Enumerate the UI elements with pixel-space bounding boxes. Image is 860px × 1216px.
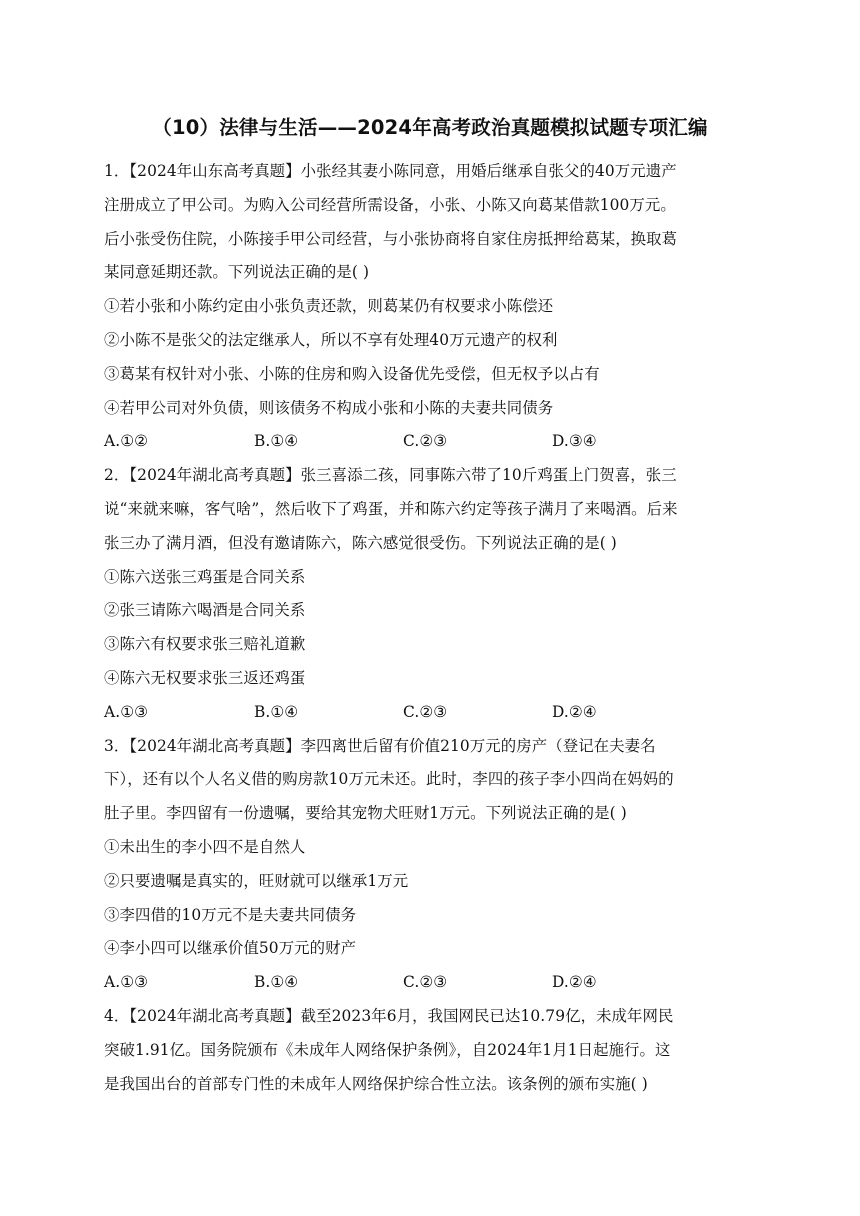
question-statement: ①陈六送张三鸡蛋是合同关系 (104, 567, 306, 586)
answer-options (104, 425, 764, 459)
question-statement: ②张三请陈六喝酒是合同关系 (104, 601, 306, 620)
question-3 (104, 730, 764, 1000)
answer-option: B.①④ (254, 432, 299, 451)
answer-option: C.②③ (403, 702, 448, 721)
question-statement: ③葛某有权针对小张、小陈的住房和购入设备优先受偿，但无权予以占有 (104, 364, 600, 383)
question-stem-line: 1．【2024年山东高考真题】小张经其妻小陈同意，用婚后继承自张父的40万元遗产 (104, 162, 677, 180)
question-statement: ④陈六无权要求张三返还鸡蛋 (104, 668, 306, 687)
answer-option: D.②④ (552, 702, 597, 721)
question-list (104, 155, 764, 1101)
question-2 (104, 459, 764, 729)
answer-option: C.②③ (403, 973, 448, 992)
question-statement: ②只要遗嘱是真实的，旺财就可以继承1万元 (104, 871, 409, 890)
question-stem-line: 注册成立了甲公司。为购入公司经营所需设备，小张、小陈又向葛某借款100万元。 (104, 195, 676, 214)
answer-option: B.①④ (254, 702, 299, 721)
question-statement: ③陈六有权要求张三赔礼道歉 (104, 635, 306, 654)
answer-option: A.①③ (104, 702, 149, 721)
question-statement: ①若小张和小陈约定由小张负责还款，则葛某仍有权要求小陈偿还 (104, 297, 554, 316)
question-stem-line: 突破1.91亿。国务院颁布《未成年人网络保护条例》，自2024年1月1日起施行。这 (104, 1040, 671, 1059)
question-stem-line: 3．【2024年湖北高考真题】李四离世后留有价值210万元的房产（登记在夫妻名 (104, 736, 656, 755)
question-stem-line: 说“来就来嘛，客气啥”，然后收下了鸡蛋，并和陈六约定等孩子满月了来喝酒。后来 (104, 499, 678, 518)
answer-option: A.①③ (104, 973, 149, 992)
question-stem-line: 肚子里。李四留有一份遗嘱，要给其宠物犬旺财1万元。下列说法正确的是( ) (104, 804, 627, 823)
answer-options (104, 696, 764, 730)
question-statement: ④若甲公司对外负债，则该债务不构成小张和小陈的夫妻共同债务 (104, 398, 554, 417)
page-title: （10）法律与生活——2024年高考政治真题模拟试题专项汇编 (152, 116, 708, 139)
answer-option: B.①④ (254, 973, 299, 992)
answer-option: D.②④ (552, 973, 597, 992)
answer-option: A.①② (104, 432, 149, 451)
question-statement: ②小陈不是张父的法定继承人，所以不享有处理40万元遗产的权利 (104, 330, 558, 349)
answer-option: D.③④ (552, 432, 597, 451)
question-4 (104, 1000, 764, 1101)
answer-options (104, 966, 764, 1000)
question-stem-line: 2．【2024年湖北高考真题】张三喜添二孩，同事陈六带了10斤鸡蛋上门贺喜，张三 (104, 466, 677, 485)
question-statement: ③李四借的10万元不是夫妻共同债务 (104, 905, 357, 924)
question-stem-line: 某同意延期还款。下列说法正确的是( ) (104, 263, 370, 282)
question-stem-line: 是我国出台的首部专门性的未成年人网络保护综合性立法。该条例的颁布实施( ) (104, 1074, 648, 1093)
question-stem-line: 4．【2024年湖北高考真题】截至2023年6月，我国网民已达10.79亿，未成年网民 (104, 1006, 674, 1025)
answer-option: C.②③ (403, 432, 448, 451)
question-stem-line: 下），还有以个人名义借的购房款10万元未还。此时，李四的孩子李小四尚在妈妈的 (104, 770, 674, 789)
question-stem-line: 后小张受伤住院，小陈接手甲公司经营，与小张协商将自家住房抵押给葛某，换取葛 (104, 229, 678, 248)
question-1 (104, 155, 764, 459)
question-stem-line: 张三办了满月酒，但没有邀请陈六，陈六感觉很受伤。下列说法正确的是( ) (104, 533, 617, 552)
question-statement: ④李小四可以继承价值50万元的财产 (104, 939, 357, 958)
question-statement: ①未出生的李小四不是自然人 (104, 837, 306, 856)
